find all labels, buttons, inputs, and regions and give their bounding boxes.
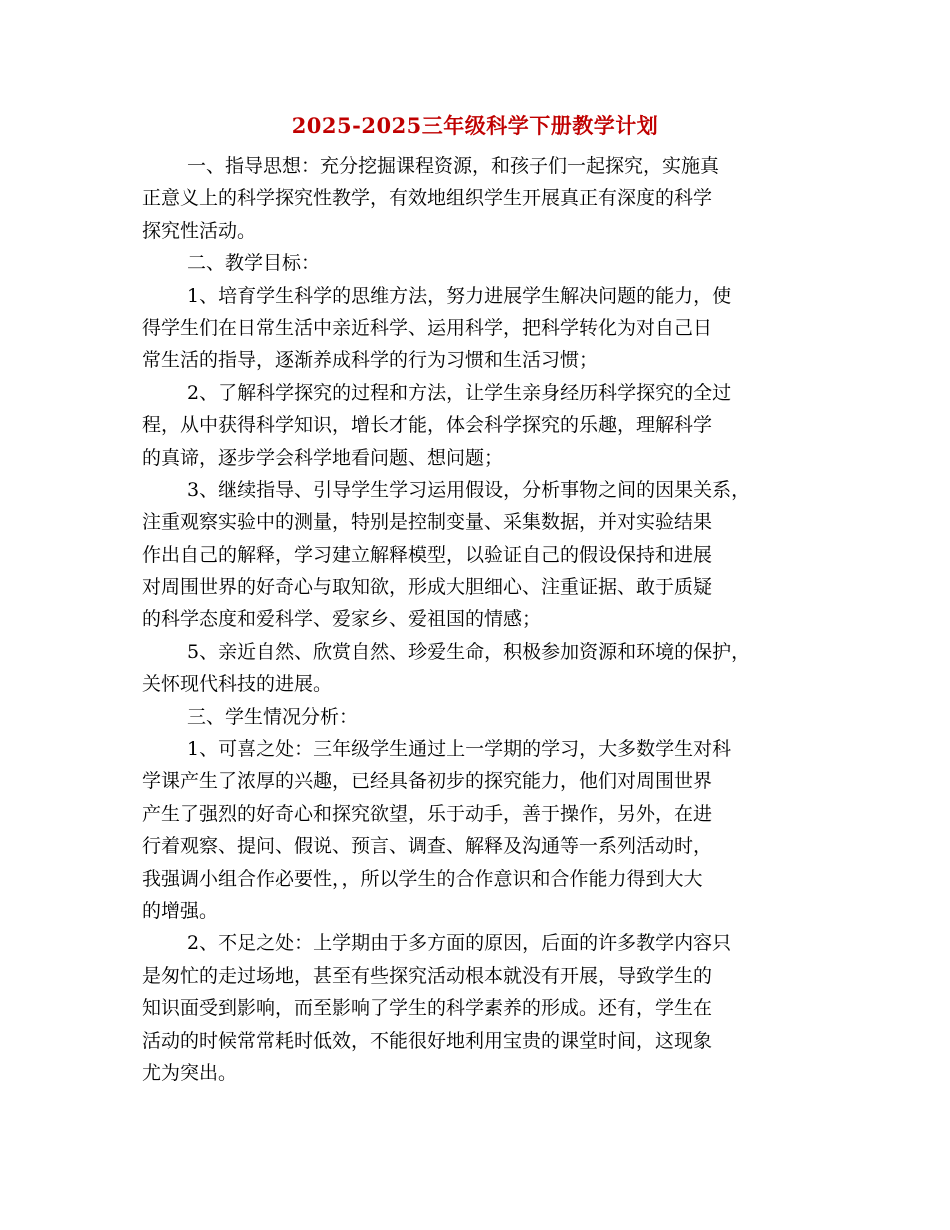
document-title: 2025-2025三年级科学下册教学计划 bbox=[291, 113, 659, 138]
paragraph-first-line: 1、可喜之处：三年级学生通过上一学期的学习，大多数学生对科 bbox=[187, 738, 732, 761]
paragraph-line: 的真谛，逐步学会科学地看问题、想问题； bbox=[142, 446, 504, 469]
paragraph-line: 的科学态度和爱科学、爱家乡、爱祖国的情感； bbox=[142, 608, 542, 631]
paragraph-line: 对周围世界的好奇心与取知欲，形成大胆细心、注重证据、敢于质疑 bbox=[142, 576, 713, 599]
paragraph-line: 行着观察、提问、假说、预言、调查、解释及沟通等一系列活动时， bbox=[142, 835, 713, 858]
paragraph-line: 的增强。 bbox=[142, 899, 219, 922]
paragraph-line: 活动的时候常常耗时低效，不能很好地利用宝贵的课堂时间，这现象 bbox=[142, 1029, 713, 1052]
paragraph-line: 是匆忙的走过场地，甚至有些探究活动根本就没有开展，导致学生的 bbox=[142, 964, 713, 987]
paragraph-line: 探究性活动。 bbox=[142, 219, 257, 242]
paragraph-line: 尤为突出。 bbox=[142, 1061, 238, 1084]
paragraph-line: 学课产生了浓厚的兴趣，已经具备初步的探究能力，他们对周围世界 bbox=[142, 770, 713, 793]
paragraph-first-line: 3、继续指导、引导学生学习运用假设，分析事物之间的因果关系， bbox=[187, 478, 751, 501]
paragraph-first-line: 2、了解科学探究的过程和方法，让学生亲身经历科学探究的全过 bbox=[187, 381, 732, 404]
paragraph-line: 正意义上的科学探究性教学，有效地组织学生开展真正有深度的科学 bbox=[142, 187, 713, 210]
paragraph-first-line: 一、指导思想：充分挖掘课程资源，和孩子们一起探究，实施真 bbox=[187, 155, 720, 177]
paragraph-line: 关怀现代科技的进展。 bbox=[142, 673, 333, 696]
paragraph-first-line: 2、不足之处：上学期由于多方面的原因，后面的许多教学内容只 bbox=[187, 932, 732, 955]
paragraph-line: 程，从中获得科学知识，增长才能，体会科学探究的乐趣，理解科学 bbox=[142, 414, 713, 437]
paragraph-first-line: 5、亲近自然、欣赏自然、珍爱生命，积极参加资源和环境的保护， bbox=[187, 640, 751, 663]
paragraph-line: 注重观察实验中的测量，特别是控制变量、采集数据，并对实验结果 bbox=[142, 511, 713, 534]
document-body bbox=[142, 150, 822, 1089]
paragraph-line: 知识面受到影响，而至影响了学生的科学素养的形成。还有，学生在 bbox=[142, 997, 713, 1020]
paragraph-line: 作出自己的解释，学习建立解释模型，以验证自己的假设保持和进展 bbox=[142, 543, 713, 566]
paragraph-line: 常生活的指导，逐渐养成科学的行为习惯和生活习惯； bbox=[142, 349, 599, 372]
paragraph-first-line: 三、学生情况分析： bbox=[187, 705, 359, 728]
paragraph-line: 我强调小组合作必要性，，所以学生的合作意识和合作能力得到大大 bbox=[142, 867, 703, 890]
paragraph-first-line: 二、教学目标： bbox=[187, 252, 321, 275]
paragraph-line: 得学生们在日常生活中亲近科学、运用科学，把科学转化为对自己日 bbox=[142, 316, 713, 339]
paragraph-line: 产生了强烈的好奇心和探究欲望，乐于动手，善于操作，另外，在进 bbox=[142, 802, 713, 825]
paragraph-first-line: 1、培育学生科学的思维方法，努力进展学生解决问题的能力，使 bbox=[187, 284, 732, 307]
